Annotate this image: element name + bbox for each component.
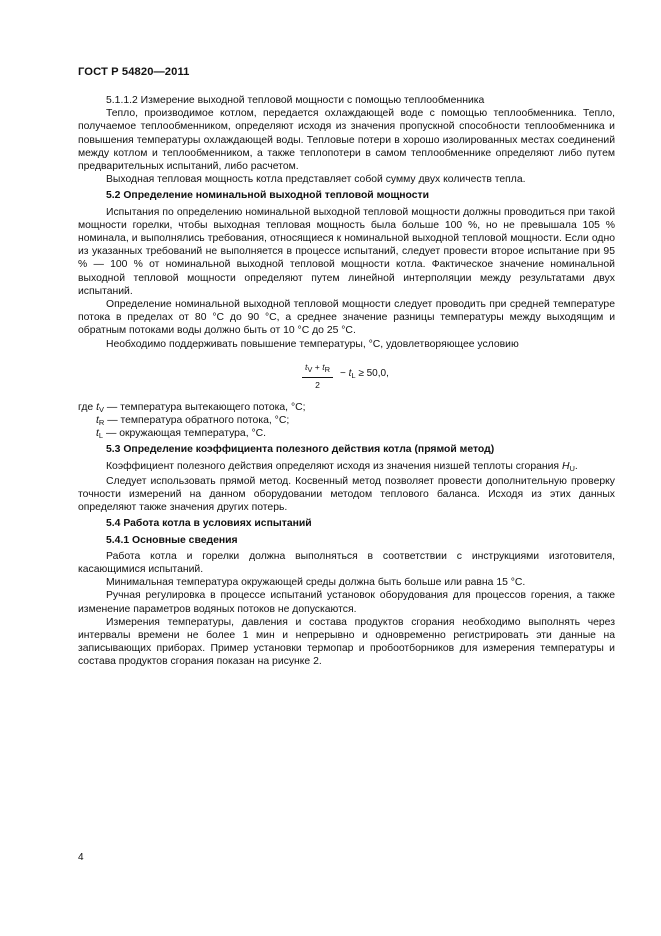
formula-fraction [302, 361, 333, 392]
paragraph: Следует использовать прямой метод. Косвенный метод позволяет провести дополнительную проверку точности измерений на данном оборудовании методом теплового баланса. Исходя из этих данных определяют также значения других потерь. [78, 475, 615, 514]
paragraph: Тепло, производимое котлом, передается охлаждающей воде с помощью теплообменника. Тепло, получаемое теплообменником, определяют исходя из значения пропускной способности теплообменника и повышения температуры охлаждающей воды. Тепловые потери в хорошо изолированных местах соединений между котлом и теплообменником, а также теплопотери в самом теплообменнике определяют либо путем предварительных испытаний, либо расчетом. [78, 108, 615, 173]
document-header: ГОСТ Р 54820—2011 [78, 66, 190, 78]
page-number: 4 [78, 852, 84, 863]
section-5-4-1-heading: 5.4.1 Основные сведения [106, 534, 238, 546]
paragraph: Минимальная температура окружающей среды должна быть больше или равна 15 °С. [106, 577, 526, 589]
paragraph: Выходная тепловая мощность котла представляет собой сумму двух количеств тепла. [106, 174, 526, 186]
formula-rest: − $t_L \ge 50,0$, [340, 367, 389, 380]
section-5-1-1-2-heading: 5.1.1.2 Измерение выходной тепловой мощности с помощью теплообменника [106, 95, 485, 106]
paragraph: Ручная регулировка в процессе испытаний установок оборудования для процессов горения, а также изменение параметров водяных потоков не допускаются. [78, 590, 615, 615]
page-content [78, 94, 615, 669]
formula-legend [78, 401, 615, 441]
formula-denominator: 2 [315, 380, 320, 391]
paragraph: Коэффициент полезного действия определяют исходя из значения низшей теплоты сгорания $H_U$. [106, 460, 578, 473]
paragraph: Работа котла и горелки должна выполняться в соответствии с инструкциями изготовителя, касающимися испытаний. [78, 550, 615, 576]
formula-numerator: $t_V + t_R$ [302, 361, 333, 378]
paragraph: Измерения температуры, давления и состава продуктов сгорания необходимо выполнять через интервалы времени не более 1 мин и непрерывно и одновременно регистрировать эти данные на записывающих приборах. Пример установки термопар и пробоотборников для измерения температуры и состава продуктов сгорания показан на рисунке 2. [78, 616, 615, 668]
legend-row-tv: где $t_V$ — температура вытекающего потока, °С; [78, 401, 306, 414]
temperature-condition-formula [78, 355, 615, 395]
paragraph: Испытания по определению номинальной выходной тепловой мощности должны проводиться при такой мощности горелки, чтобы выходная тепловая мощность была больше 100 %, но не превышала 105 % номинала, и выполнялись требования, относящиеся к номинальной выходной тепловой мощности. Если одно из указанных требований не выполняется в процессе испытаний, следует провести второе испытание при 95 % — 100 % от номинальной выходной тепловой мощности котла. Фактическое значение номинальной выходной тепловой мощности определяют путем линейной интерполяции между результатами двух испытаний. [78, 206, 615, 297]
section-5-3-heading: 5.3 Определение коэффициента полезного действия котла (прямой метод) [106, 444, 495, 456]
paragraph: Необходимо поддерживать повышение температуры, °С, удовлетворяющее условию [106, 338, 519, 350]
paragraph: Определение номинальной выходной тепловой мощности следует проводить при средней температуре потока в пределах от 80 °С до 90 °С, а среднее значение разницы температуры между выходящим и обратным потоками воды должно быть от 10 °С до 25 °С. [78, 299, 615, 337]
section-5-4-heading: 5.4 Работа котла в условиях испытаний [106, 518, 312, 530]
legend-row-tr: $t_R$ — температура обратного потока, °С; [96, 415, 290, 428]
legend-row-tl: $t_L$ — окружающая температура, °С. [96, 428, 267, 441]
section-5-2-heading: 5.2 Определение номинальной выходной тепловой мощности [106, 190, 429, 202]
